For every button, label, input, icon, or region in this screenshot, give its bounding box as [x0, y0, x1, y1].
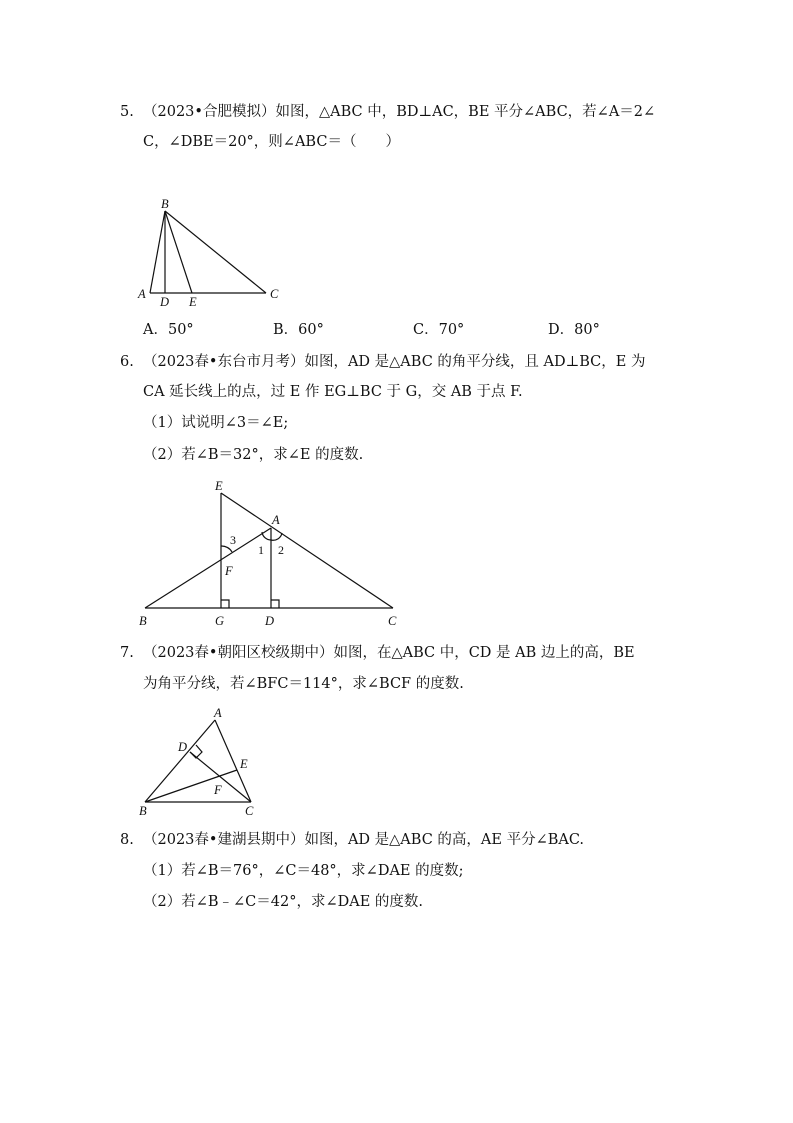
problem-5-option-b: B．60° — [273, 322, 324, 338]
problem-7-line-2: 为角平分线，若∠BFC＝114°，求∠BCF 的度数. — [143, 676, 464, 692]
problem-5-line-1: （2023•合肥模拟）如图，△ABC 中，BD⊥AC，BE 平分∠ABC，若∠A＝2∠ — [143, 104, 656, 120]
fig6-label-A: A — [272, 513, 280, 527]
fig5-label-C: C — [270, 287, 279, 301]
problem-6-part-2: （2）若∠B＝32°，求∠E 的度数. — [143, 447, 364, 463]
fig7-label-D: D — [178, 740, 188, 754]
problem-6-part-1: （1）试说明∠3＝∠E; — [143, 415, 289, 431]
fig6-label-B: B — [139, 614, 147, 628]
problem-6-line-2: CA 延长线上的点，过 E 作 EG⊥BC 于 G，交 AB 于点 F. — [143, 384, 523, 400]
problem-7-line-1: （2023春•朝阳区校级期中）如图，在△ABC 中，CD 是 AB 边上的高，BE — [143, 645, 635, 661]
problem-5-number: 5. — [120, 104, 134, 120]
problem-5-option-d: D．80° — [548, 322, 600, 338]
fig7-label-E: E — [240, 757, 248, 771]
problem-6-line-1: （2023春•东台市月考）如图，AD 是△ABC 的角平分线，且 AD⊥BC，E 为 — [143, 354, 646, 370]
fig6-label-angle-3: 3 — [230, 533, 236, 547]
problem-5-option-a: A．50° — [143, 322, 194, 338]
fig6-label-G: G — [215, 614, 225, 628]
problem-8-part-2: （2）若∠B﹣∠C＝42°，求∠DAE 的度数. — [143, 894, 424, 910]
problem-5-option-c: C．70° — [413, 322, 465, 338]
fig6-label-angle-2: 2 — [278, 543, 284, 557]
fig7-label-C: C — [245, 804, 254, 818]
fig7-label-B: B — [139, 804, 147, 818]
fig6-label-D: D — [265, 614, 275, 628]
problem-7-number: 7. — [120, 645, 134, 661]
fig5-label-A: A — [138, 287, 146, 301]
fig6-label-F: F — [225, 564, 233, 578]
problem-8-part-1: （1）若∠B＝76°，∠C＝48°，求∠DAE 的度数; — [143, 863, 464, 879]
problem-5-line-2: C，∠DBE＝20°，则∠ABC＝（ ） — [143, 134, 400, 150]
fig7-label-A: A — [214, 706, 222, 720]
problem-8-number: 8. — [120, 832, 134, 848]
fig5-label-B: B — [161, 197, 169, 211]
problem-8-line-1: （2023春•建湖县期中）如图，AD 是△ABC 的高，AE 平分∠BAC. — [143, 832, 585, 848]
fig6-label-angle-1: 1 — [258, 543, 264, 557]
fig5-label-D: D — [160, 295, 170, 309]
fig5-label-E: E — [189, 295, 197, 309]
fig7-label-F: F — [214, 783, 222, 797]
fig6-label-C: C — [388, 614, 397, 628]
fig6-label-E: E — [215, 479, 223, 493]
problem-6-number: 6. — [120, 354, 134, 370]
